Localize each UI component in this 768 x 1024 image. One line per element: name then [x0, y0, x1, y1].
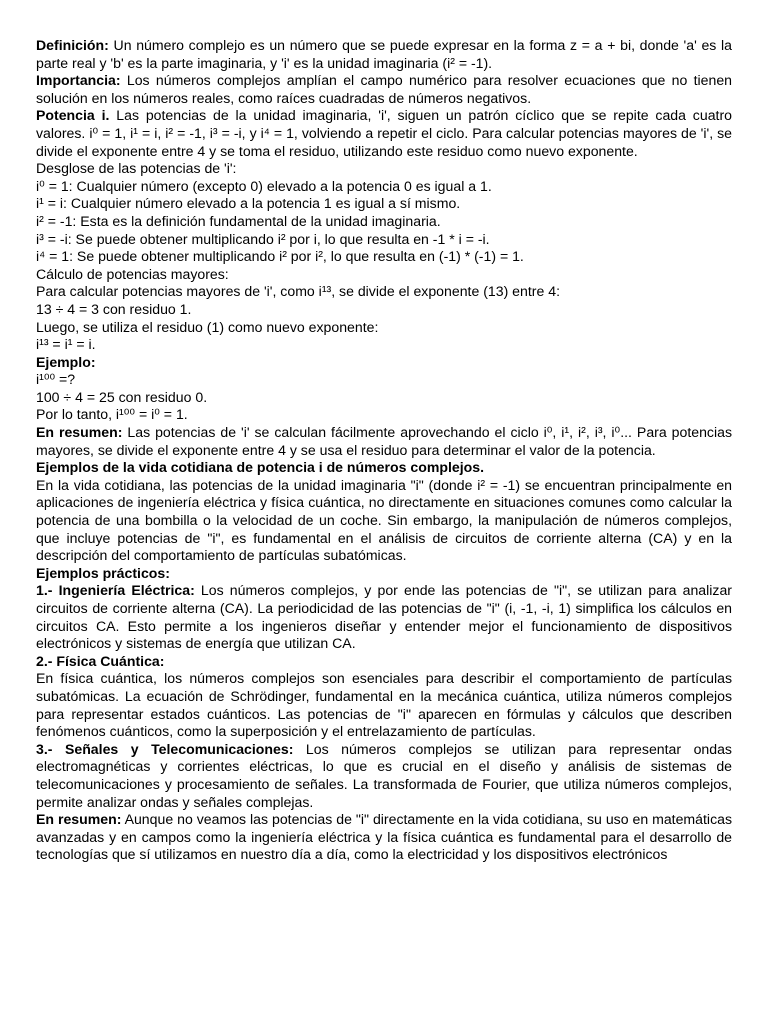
item2-heading — [36, 653, 732, 671]
definicion-label: Definición: — [36, 37, 109, 53]
practicos-heading — [36, 565, 732, 583]
resumen1-label: En resumen: — [36, 424, 123, 441]
desglose-line: i¹ = i: Cualquier número elevado a la potencia 1 es igual a sí mismo. — [36, 195, 461, 212]
resumen1-text: Las potencias de 'i' se calculan fácilmente aprovechando el ciclo i⁰, i¹, i², i³, i⁰... Para potencias mayores, se divide el exponente entre 4 y se usa el residuo para determinar el valor de la potencia. — [36, 424, 732, 458]
desglose-title: Desglose de las potencias de 'i': — [36, 160, 237, 177]
ejemplos-vida-title: Ejemplos de la vida cotidiana de potencia i de números complejos. — [36, 459, 484, 476]
ejemplo-line: Por lo tanto, i¹⁰⁰ = i⁰ = 1. — [36, 406, 188, 423]
practicos-title: Ejemplos prácticos: — [36, 564, 170, 581]
ejemplos-vida-heading — [36, 459, 732, 477]
item3-paragraph — [36, 741, 732, 811]
ejemplo-line: i¹⁰⁰ =? — [36, 371, 76, 388]
definicion-text: Un número complejo es un número que se puede expresar en la forma z = a + bi, donde 'a' es la parte real y 'b' es la parte imaginaria, y 'i' es la unidad imaginaria (i² = -1). — [36, 37, 732, 71]
ejemplo-heading — [36, 354, 732, 372]
ejemplo-line: 100 ÷ 4 = 25 con residuo 0. — [36, 388, 208, 405]
calculo-line: 13 ÷ 4 = 3 con residuo 1. — [36, 300, 192, 317]
importancia-label: Importancia: — [36, 72, 121, 89]
item3-label: 3.- Señales y Telecomunicaciones: — [36, 740, 294, 757]
potencia-label: Potencia i. — [36, 107, 110, 124]
ejemplos-vida-paragraph: En la vida cotidiana, las potencias de la unidad imaginaria "i" (donde i² = -1) se encuentran principalmente en aplicaciones de ingeniería eléctrica y física cuántica, no directamente en situaciones comunes como calcular la potencia de una bombilla o la velocidad de un coche. Sin embargo, la manipulación de números complejos, que incluye potencias de "i", es fundamental en el análisis de circuitos de corriente alterna (CA) y en la descripción del comportamiento de partículas subatómicas. — [36, 476, 732, 564]
potencia-paragraph — [36, 107, 732, 160]
definicion-paragraph — [36, 37, 732, 72]
desglose-line: i³ = -i: Se puede obtener multiplicando i² por i, lo que resulta en -1 * i = -i. — [36, 230, 490, 247]
calculo-line: Para calcular potencias mayores de 'i', como i¹³, se divide el exponente (13) entre 4: — [36, 283, 560, 300]
resumen2-text: Aunque no veamos las potencias de "i" directamente en la vida cotidiana, su uso en matemáticas avanzadas y en campos como la ingeniería eléctrica y la física cuántica es fundamental para el desarrollo de tecnologías que sí utilizamos en nuestro día a día, como la electricidad y los dispositivos electrónicos — [36, 811, 732, 863]
item1-label: 1.- Ingeniería Eléctrica: — [36, 582, 195, 599]
item2-label: 2.- Física Cuántica: — [36, 652, 165, 669]
item3-text: Los números complejos se utilizan para representar ondas electromagnéticas y corrientes eléctricas, lo que es crucial en el diseño y análisis de sistemas de telecomunicaciones y procesamiento de señales. La transformada de Fourier, que utiliza números complejos, permite analizar ondas y señales complejas. — [36, 740, 732, 810]
item2-paragraph: En física cuántica, los números complejos son esenciales para describir el comportamiento de partículas subatómicas. La ecuación de Schrödinger, fundamental en la mecánica cuántica, utiliza números complejos para representar estados cuánticos. Las potencias de "i" aparecen en fórmulas y cálculos que describen fenómenos cuánticos, como la superposición y el entrelazamiento de partículas. — [36, 670, 732, 740]
calculo-line: i¹³ = i¹ = i. — [36, 336, 96, 353]
item1-paragraph — [36, 582, 732, 652]
calculo-line: Luego, se utiliza el residuo (1) como nuevo exponente: — [36, 318, 379, 335]
potencia-text: Las potencias de la unidad imaginaria, 'i', siguen un patrón cíclico que se repite cada cuatro valores. i⁰ = 1, i¹ = i, i² = -1, i³ = -i, y i⁴ = 1, volviendo a repetir el ciclo. Para calcular potencias mayores de 'i', se divide el exponente entre 4 y se toma el residuo, utilizando este residuo como nuevo exponente. — [36, 107, 732, 159]
calculo-title: Cálculo de potencias mayores: — [36, 265, 229, 282]
importancia-paragraph — [36, 72, 732, 107]
desglose-line: i⁰ = 1: Cualquier número (excepto 0) elevado a la potencia 0 es igual a 1. — [36, 177, 492, 194]
resumen2-label: En resumen: — [36, 811, 122, 828]
importancia-text: Los números complejos amplían el campo numérico para resolver ecuaciones que no tienen solución en los números reales, como raíces cuadradas de números negativos. — [36, 72, 732, 106]
ejemplo-label: Ejemplo: — [36, 353, 96, 370]
resumen1-paragraph — [36, 424, 732, 459]
resumen2-paragraph — [36, 811, 732, 864]
desglose-line: i⁴ = 1: Se puede obtener multiplicando i² por i², lo que resulta en (-1) * (-1) = 1. — [36, 248, 524, 265]
item1-text: Los números complejos, y por ende las potencias de "i", se utilizan para analizar circuitos de corriente alterna (CA). La periodicidad de las potencias de "i" (i, -1, -i, 1) simplifica los cálculos en circuitos CA. Esto permite a los ingenieros diseñar y entender mejor el funcionamiento de dispositivos electrónicos y sistemas de energía que utilizan CA. — [36, 582, 732, 652]
desglose-line: i² = -1: Esta es la definición fundamental de la unidad imaginaria. — [36, 212, 441, 229]
